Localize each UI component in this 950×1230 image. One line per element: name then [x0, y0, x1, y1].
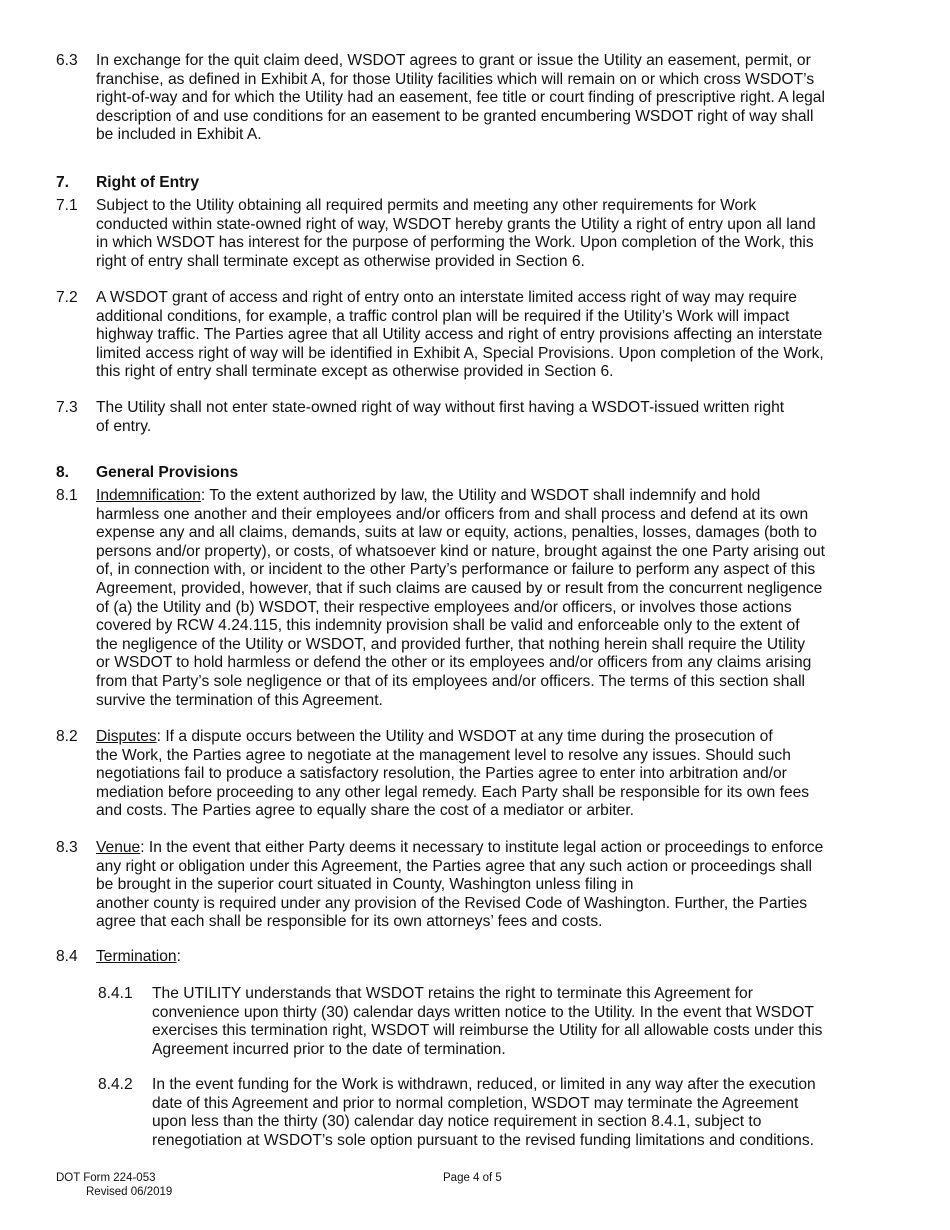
section-text: The UTILITY understands that WSDOT retains the right to terminate this Agreement for convenience upon thirty (30) calendar days written notice to the Utility. In the event that WSDOT exercises this termination right, WSDOT will reimburse the Utility for all allowable costs under this Agreement incurred prior to the date of termination. — [152, 985, 823, 1058]
section-number: 8.4 — [56, 948, 78, 965]
footer-page-number: Page 4 of 5 — [443, 1172, 502, 1184]
section-text — [96, 728, 896, 821]
disputes-text: : If a dispute occurs between the Utility and WSDOT at any time during the prosecution of the Work, the Parties agree to negotiate at the management level to resolve any issues. Should such negotiations fail to produce a satisfactory resolution, the Parties agree to enter into arbitration and/or mediation before proceeding to any other legal remedy. Each Party shall be responsible for its own fees and costs. The Parties agree to equally share the cost of a mediator or arbiter. — [96, 728, 810, 820]
venue-label: Venue — [96, 839, 141, 856]
section-text: In exchange for the quit claim deed, WSDOT agrees to grant or issue the Utility an easement, permit, or franchise, as defined in Exhibit A, for those Utility facilities which will remain on or which cross WSDOT’s right-of-way and for which the Utility had an easement, fee title or court finding of prescriptive right. A legal description of and use conditions for an easement to be granted encumbering WSDOT right of way shall be included in Exhibit A. — [96, 52, 825, 144]
section-number: 8. — [56, 464, 70, 481]
section-number: 8.1 — [56, 487, 78, 504]
footer-form-number: DOT Form 224-053 — [56, 1172, 156, 1184]
venue-text: : In the event that either Party deems it necessary to institute legal action or proceedings to enforce any right or obligation under this Agreement, the Parties agree that any such action or proceedings shall be brought in the superior court situated in County, Washington unless filing in another county is required under any provision of the Revised Code of Washington. Further, the Parties agree that each shall be responsible for its own attorneys’ fees and costs. — [96, 839, 824, 931]
section-number: 8.4.1 — [98, 985, 133, 1002]
section-number: 8.4.2 — [98, 1076, 133, 1093]
footer-revised-date: Revised 06/2019 — [86, 1186, 173, 1198]
section-text: The Utility shall not enter state-owned right of way without first having a WSDOT-issued written right of entry. — [96, 399, 785, 435]
indemnification-label: Indemnification — [96, 487, 201, 504]
section-number: 7.3 — [56, 399, 78, 416]
section-title: General Provisions — [96, 464, 239, 481]
termination-label: Termination — [96, 948, 177, 965]
section-number: 7.2 — [56, 289, 78, 306]
indemnification-text: : To the extent authorized by law, the Utility and WSDOT shall indemnify and hold harmless one another and their employees and/or officers from and shall process and defend at its own expense any and all claims, demands, suits at law or equity, actions, penalties, losses, damages (both to persons and/or property), or costs, of whatsoever kind or nature, brought against the one Party arising out of, in connection with, or incident to the other Party’s performance or failure to perform any aspect of this Agreement, provided, however, that if such claims are caused by or result from the concurrent negligence of (a) the Utility and (b) WSDOT, their respective employees and/or officers, or involves those actions covered by RCW 4.24.115, this indemnity provision shall be valid and enforceable only to the extent of the negligence of the Utility or WSDOT, and provided further, that nothing herein shall require the Utility or WSDOT to hold harmless or defend the other or its employees and/or officers from any claims arising from that Party’s sole negligence or that of its employees and/or officers. The terms of this section shall survive the termination of this Agreement. — [96, 487, 825, 709]
termination-colon: : — [176, 948, 181, 965]
section-text — [96, 839, 896, 932]
section-text — [96, 948, 896, 967]
section-number: 7.1 — [56, 197, 78, 214]
section-text: Subject to the Utility obtaining all required permits and meeting any other requirements for Work conducted within state-owned right of way, WSDOT hereby grants the Utility a right of entry upon all land in which WSDOT has interest for the purpose of performing the Work. Upon completion of the Work, this right of entry shall terminate except as otherwise provided in Section 6. — [96, 197, 816, 270]
section-number: 8.2 — [56, 728, 78, 745]
section-title: Right of Entry — [96, 174, 200, 191]
section-text — [96, 487, 896, 710]
section-number: 7. — [56, 174, 70, 191]
section-text: In the event funding for the Work is withdrawn, reduced, or limited in any way after the execution date of this Agreement and prior to normal completion, WSDOT may terminate the Agreement upon less than the thirty (30) calendar day notice requirement in section 8.4.1, subject to renegotiation at WSDOT’s sole option pursuant to the revised funding limitations and conditions. — [152, 1076, 816, 1149]
section-number: 8.3 — [56, 839, 78, 856]
disputes-label: Disputes — [96, 728, 157, 745]
section-text: A WSDOT grant of access and right of entry onto an interstate limited access right of way may require additional conditions, for example, a traffic control plan will be required if the Utility’s Work will impact highway traffic. The Parties agree that all Utility access and right of entry provisions affecting an interstate limited access right of way will be identified in Exhibit A, Special Provisions. Upon completion of the Work, this right of entry shall terminate except as otherwise provided in Section 6. — [96, 289, 824, 381]
section-number: 6.3 — [56, 52, 78, 69]
